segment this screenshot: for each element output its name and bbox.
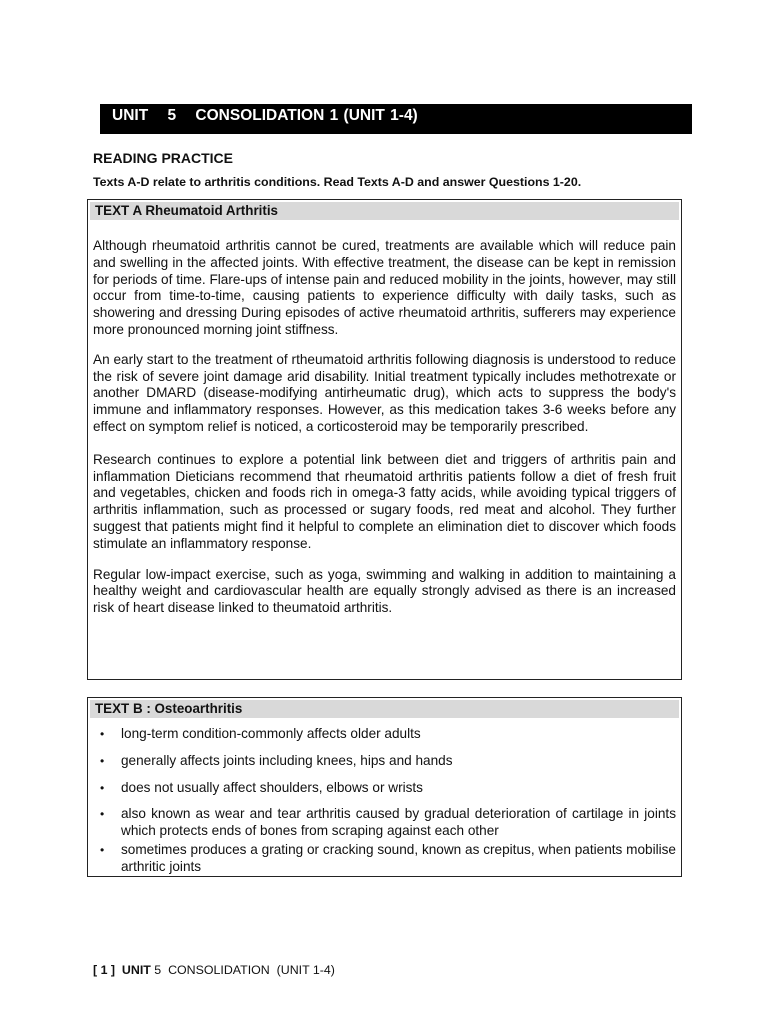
text-a-header: TEXT A Rheumatoid Arthritis <box>90 202 679 220</box>
banner-unit: UNIT <box>112 107 149 124</box>
list-item <box>93 753 676 770</box>
bullet-icon: • <box>100 780 105 795</box>
banner-title: CONSOLIDATION 1 (UNIT 1-4) <box>195 107 418 124</box>
instructions: Texts A-D relate to arthritis conditions. Read Texts A-D and answer Questions 1-20. <box>93 175 582 189</box>
text-a-box <box>87 199 682 680</box>
text-a-paragraph-1: Although rheumatoid arthritis cannot be cured, treatments are available which will reduce pain and swelling in the affected joints. With effective treatment, the disease can be kept in remission for periods of time. Flare-ups of intense pain and reduced mobility in the joints, however, may still occur from time-to-time, causing patients to experience difficulty with daily tasks, such as showering and dressing During episodes of active rheumatoid arthritis, sufferers may experience more pronounced morning joint stiffness. <box>93 238 676 337</box>
list-item <box>93 726 676 743</box>
text-a-paragraph-3: Research continues to explore a potential link between diet and triggers of arthritis pain and inflammation Dieticians recommend that rheumatoid arthritis patients follow a diet of fresh fruit and vegetables, chicken and foods rich in omega-3 fatty acids, while avoiding typical triggers of arthritis inflammation, such as processed or sugary foods, red meat and alcohol. They further suggest that patients might find it helpful to complete an elimination diet to discover which foods stimulate an inflammatory response. <box>93 451 676 551</box>
bullet-text: does not usually affect shoulders, elbows or wrists <box>121 779 423 795</box>
banner-number: 5 <box>167 107 177 124</box>
text-a-paragraph-2: An early start to the treatment of rtheumatoid arthritis following diagnosis is understood to reduce the risk of severe joint damage arid disability. Initial treatment typically includes methotrexate or another DMARD (disease-modifying antirheumatic drug), which acts to suppress the body's immune and inflammatory responses. However, as this medication takes 3-6 weeks before any effect on symptom relief is noticed, a corticosteroid may be temporarily prescribed. <box>93 351 676 434</box>
bullet-text: long-term condition-commonly affects older adults <box>121 726 421 741</box>
text-b-box <box>87 697 682 877</box>
section-title: READING PRACTICE <box>93 150 234 166</box>
footer-page-number: [ 1 ] <box>93 963 116 977</box>
bullet-icon: • <box>100 753 105 768</box>
list-item <box>93 842 676 876</box>
bullet-text: generally affects joints including knees, hips and hands <box>121 752 453 768</box>
bullet-icon: • <box>100 807 105 822</box>
bullet-icon: • <box>100 727 105 741</box>
list-item <box>93 806 676 840</box>
footer-unit: UNIT <box>121 963 151 977</box>
page-footer <box>93 963 335 977</box>
unit-banner <box>100 104 692 134</box>
text-b-header: TEXT B : Osteoarthritis <box>90 700 679 718</box>
text-a-paragraph-4: Regular low-impact exercise, such as yoga, swimming and walking in addition to maintaining a healthy weight and cardiovascular health are equally strongly advised as there is an increased risk of heart disease linked to theumatoid arthritis. <box>93 566 676 616</box>
bullet-icon: • <box>100 842 105 857</box>
text-b-bullet-list <box>93 718 676 876</box>
bullet-text: also known as wear and tear arthritis caused by gradual deterioration of cartilage in joints which protects ends of bones from scraping against each other <box>121 806 676 839</box>
footer-title: 5 CONSOLIDATION (UNIT 1-4) <box>154 963 335 977</box>
bullet-text: sometimes produces a grating or cracking sound, known as crepitus, when patients mobilise arthritic joints <box>121 841 676 874</box>
list-item <box>93 780 676 797</box>
